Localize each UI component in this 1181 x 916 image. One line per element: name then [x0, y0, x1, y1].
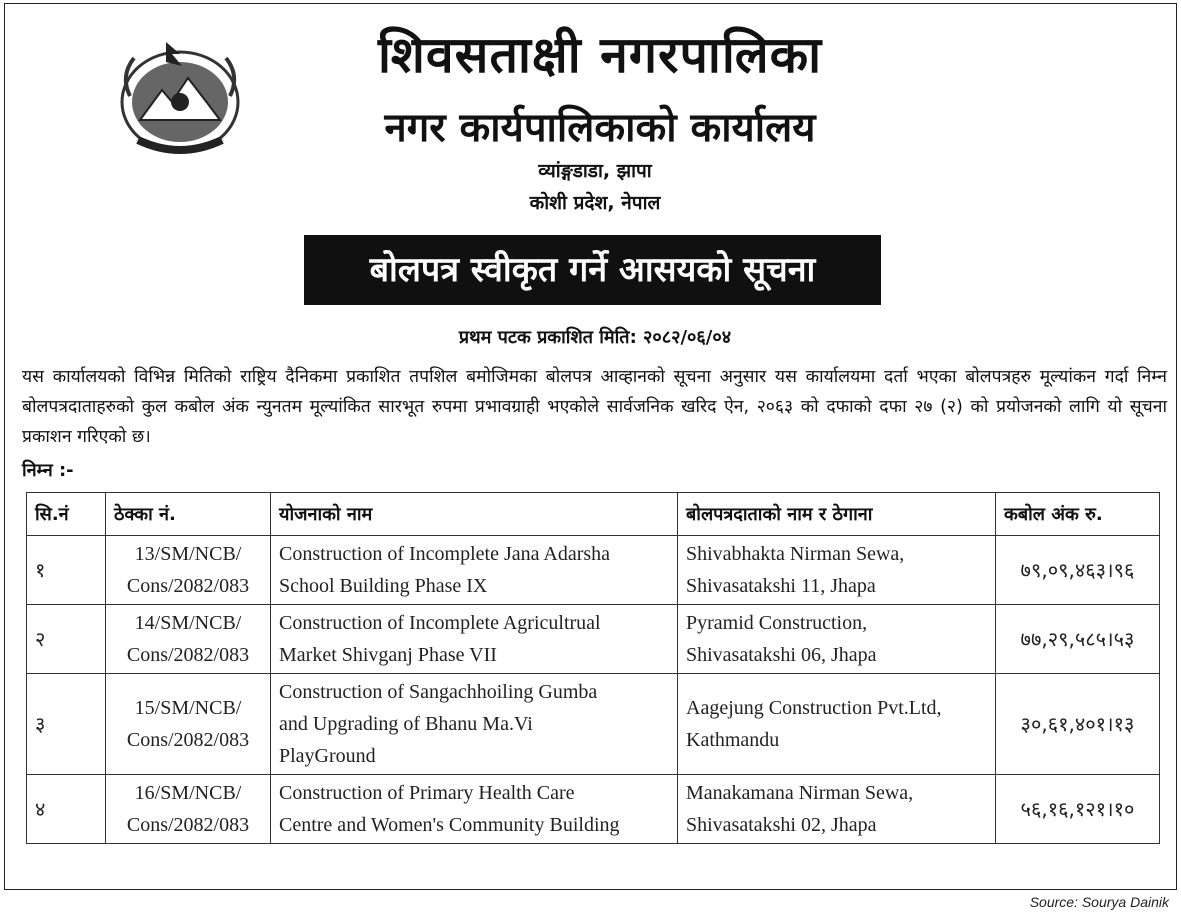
bidder-cell: [678, 605, 996, 674]
contract-no-line: Cons/2082/083: [126, 644, 250, 666]
contract-no-cell: [106, 605, 271, 674]
project-line: Market Shivganj Phase VII: [279, 644, 497, 666]
bidder-cell: [678, 775, 996, 844]
project-line: Construction of Incomplete Jana Adarsha: [279, 543, 611, 565]
publish-date: प्रथम पटक प्रकाशित मिति: २०८२/०६/०४: [458, 327, 732, 348]
contract-no-line: 15/SM/NCB/: [134, 697, 242, 719]
project-line: and Upgrading of Bhanu Ma.Vi: [279, 713, 533, 735]
header-bid-amount: कबोल अंक रु.: [996, 493, 1160, 536]
table-row: [27, 775, 1160, 844]
header-bidder: बोलपत्रदाताको नाम र ठेगाना: [678, 493, 996, 536]
notice-body: यस कार्यालयको विभिन्न मितिको राष्ट्रिय दैनिकमा प्रकाशित तपशिल बमोजिमका बोलपत्र आव्हानको सूचना अनुसार यस कार्यालयमा दर्ता भएका बोलपत्रहरु मूल्यांकन गर्दा निम्न बोलपत्रदाताहरुको कुल कबोल अंक न्युनतम मूल्यांकित सारभूत रुपमा प्रभावग्राही भएकोले सार्वजनिक खरिद ऐन, २०६३ को दफाको दफा २७ (२) को प्रयोजनको लागि यो सूचना प्रकाशन गरिएको छ।: [22, 367, 1167, 447]
bidder-line: Shivabhakta Nirman Sewa,: [686, 543, 905, 565]
project-name-cell: [271, 536, 678, 605]
contract-no-line: Cons/2082/083: [126, 575, 250, 597]
contract-no-line: 14/SM/NCB/: [134, 612, 242, 634]
contract-no-cell: [106, 536, 271, 605]
address-line-1: व्यांङ्गडाडा, झापा: [538, 160, 652, 182]
contract-no-cell: [106, 775, 271, 844]
source-credit: Source: Sourya Dainik: [1029, 894, 1169, 910]
serial-cell: १: [27, 536, 106, 605]
header-project-name: योजनाको नाम: [271, 493, 678, 536]
project-line: School Building Phase IX: [279, 575, 488, 597]
table-row: [27, 536, 1160, 605]
list-label: निम्न :-: [22, 460, 74, 481]
project-line: PlayGround: [279, 745, 376, 767]
project-line: Centre and Women's Community Building: [279, 814, 620, 836]
serial-cell: ३: [27, 674, 106, 775]
bidder-cell: [678, 536, 996, 605]
contract-no-line: Cons/2082/083: [126, 729, 250, 751]
bid-amount-cell: ३०,६१,४०१।१३: [996, 674, 1160, 775]
bidder-line: Manakamana Nirman Sewa,: [686, 782, 914, 804]
bidder-line: Aagejung Construction Pvt.Ltd,: [686, 697, 942, 719]
bidder-line: Shivasatakshi 06, Jhapa: [686, 644, 877, 666]
table-header-row: [27, 493, 1160, 536]
serial-cell: २: [27, 605, 106, 674]
serial-cell: ४: [27, 775, 106, 844]
contract-no-line: 16/SM/NCB/: [134, 782, 242, 804]
project-name-cell: [271, 605, 678, 674]
bidder-line: Shivasatakshi 02, Jhapa: [686, 814, 877, 836]
bid-amount-cell: ७९,०९,४६३।९६: [996, 536, 1160, 605]
bid-amount-cell: ७७,२९,५८५।५३: [996, 605, 1160, 674]
bidder-line: Kathmandu: [686, 729, 780, 751]
address-line-2: कोशी प्रदेश, नेपाल: [529, 192, 661, 214]
bid-table: [26, 492, 1160, 844]
contract-no-line: 13/SM/NCB/: [134, 543, 242, 565]
table-row: [27, 605, 1160, 674]
project-name-cell: [271, 775, 678, 844]
contract-no-cell: [106, 674, 271, 775]
header-serial: सि.नं: [27, 493, 106, 536]
header-contract-no: ठेक्का नं.: [106, 493, 271, 536]
nepal-government-emblem-icon: [110, 36, 250, 162]
bidder-cell: [678, 674, 996, 775]
contract-no-line: Cons/2082/083: [126, 814, 250, 836]
project-line: Construction of Incomplete Agricultrual: [279, 612, 601, 634]
bid-amount-cell: ५६,१६,१२१।१०: [996, 775, 1160, 844]
project-line: Construction of Sangachhoiling Gumba: [279, 681, 598, 703]
project-line: Construction of Primary Health Care: [279, 782, 575, 804]
bidder-line: Shivasatakshi 11, Jhapa: [686, 575, 876, 597]
bidder-line: Pyramid Construction,: [686, 612, 868, 634]
table-row: [27, 674, 1160, 775]
project-name-cell: [271, 674, 678, 775]
municipality-name: शिवसताक्षी नगरपालिका: [377, 26, 823, 84]
office-name: नगर कार्यपालिकाको कार्यालय: [384, 105, 816, 151]
notice-title-banner: बोलपत्र स्वीकृत गर्ने आसयको सूचना: [304, 235, 881, 305]
